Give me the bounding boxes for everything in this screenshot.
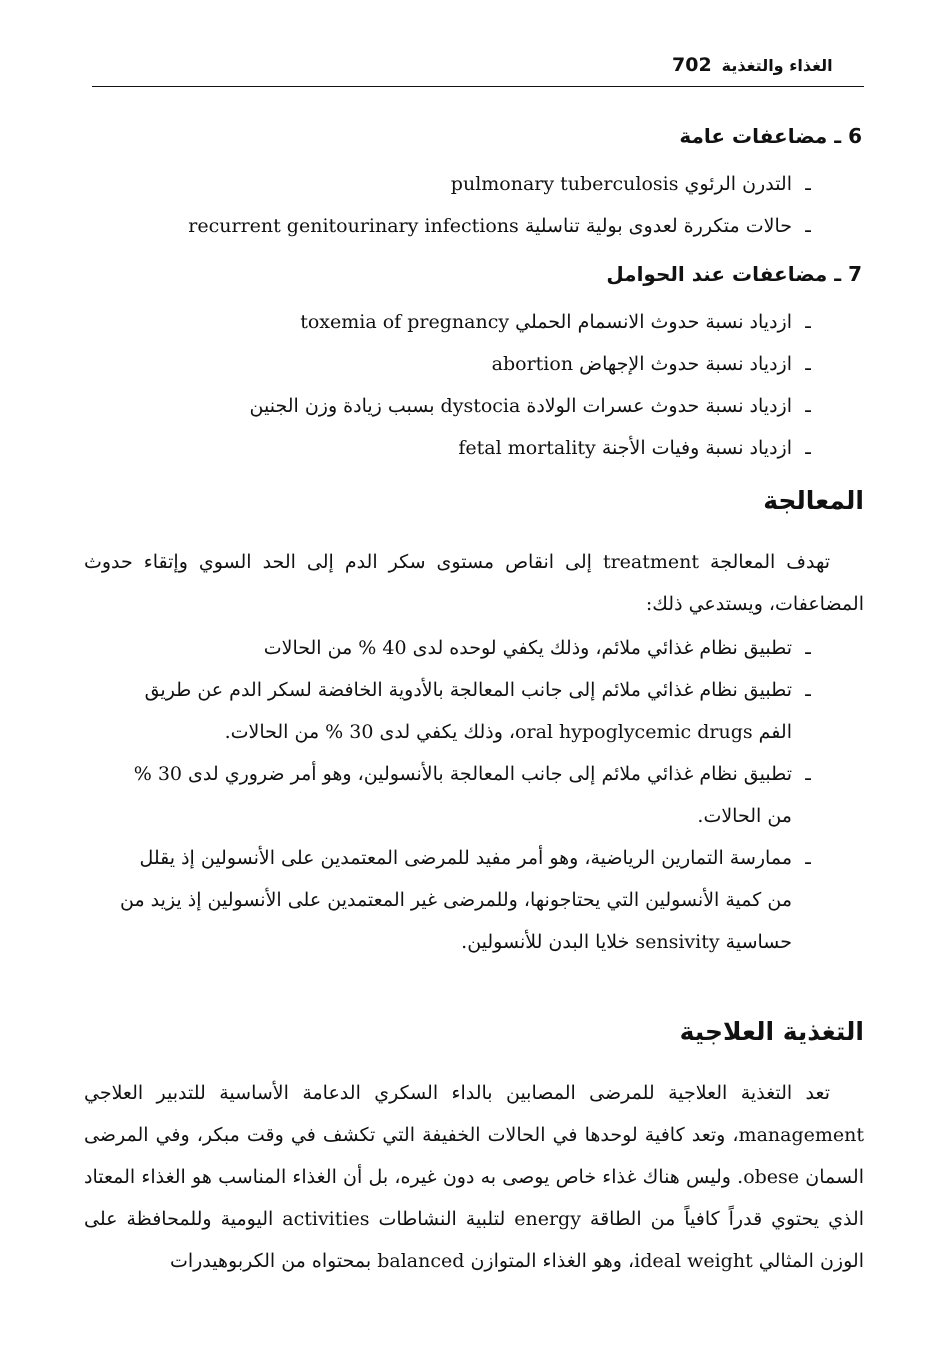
running-title: الغذاء والتغذية — [721, 56, 833, 75]
section-heading-pregnancy-complications: 7 ـ مضاعفات عند الحوامل — [606, 262, 862, 286]
dash-bullet-icon: ـ — [805, 395, 811, 417]
dash-bullet-icon: ـ — [805, 311, 811, 333]
dash-bullet-icon: ـ — [805, 173, 811, 195]
heading-therapeutic-nutrition: التغذية العلاجية — [679, 1017, 864, 1046]
dash-bullet-icon: ـ — [805, 437, 811, 459]
page-number: 702 — [672, 54, 712, 76]
therapeutic-nutrition-paragraph: تعد التغذية العلاجية للمرضى المصابين بالداء السكري الدعامة الأساسية للتدبير العلاجي management، وتعد كافية لوحدها في الحالات الخفيفة التي تكشف في وقت مبكر، وفي المرضى السمان obese. وليس هناك غذاء خاص يوصى به دون غيره، بل أن الغذاء المناسب هو الغذاء المعتاد الذي يحتوي قدراً كافياً من الطاقة energy لتلبية النشاطات activities اليومية وللمحافظة على الوزن المثالي ideal weight، وهو الغذاء المتوازن balanced بمحتواه من الكربوهيدرات — [84, 1082, 864, 1272]
header-rule — [92, 86, 864, 87]
list-item: ـ تطبيق نظام غذائي ملائم إلى جانب المعالجة بالأنسولين، وهو أمر ضروري لدى 30 % من الحالات. — [118, 753, 818, 837]
treatment-list — [118, 627, 818, 963]
pregnancy-complications-list — [118, 301, 818, 469]
treatment-intro: تهدف المعالجة treatment إلى انقاص مستوى سكر الدم إلى الحد السوي وإتقاء حدوث المضاعفات، ويستدعي ذلك: — [84, 551, 864, 615]
list-item: ـ التدرن الرئوي pulmonary tuberculosis — [118, 163, 818, 205]
list-item: ـ تطبيق نظام غذائي ملائم، وذلك يكفي لوحده لدى 40 % من الحالات — [118, 627, 818, 669]
list-item: ـ حالات متكررة لعدوى بولية تناسلية recurrent genitourinary infections — [118, 205, 818, 247]
general-complications-list — [118, 163, 818, 247]
list-item: ـ ازدياد نسبة وفيات الأجنة fetal mortality — [118, 427, 818, 469]
dash-bullet-icon: ـ — [805, 679, 811, 701]
dash-bullet-icon: ـ — [805, 353, 811, 375]
list-item: ـ ممارسة التمارين الرياضية، وهو أمر مفيد للمرضى المعتمدين على الأنسولين إذ يقلل من كمية الأنسولين التي يحتاجونها، وللمرضى غير المعتمدين على الأنسولين إذ يزيد من حساسية sensivity خلايا البدن للأنسولين. — [118, 837, 818, 963]
section-heading-general-complications: 6 ـ مضاعفات عامة — [679, 124, 862, 148]
running-header — [672, 54, 864, 82]
dash-bullet-icon: ـ — [805, 637, 811, 659]
dash-bullet-icon: ـ — [805, 763, 811, 785]
dash-bullet-icon: ـ — [805, 847, 811, 869]
heading-treatment: المعالجة — [763, 486, 864, 515]
list-item: ـ تطبيق نظام غذائي ملائم إلى جانب المعالجة بالأدوية الخافضة لسكر الدم عن طريق الفم oral hypoglycemic drugs، وذلك يكفي لدى 30 % من الحالات. — [118, 669, 818, 753]
list-item: ـ ازدياد نسبة حدوث الانسمام الحملي toxemia of pregnancy — [118, 301, 818, 343]
dash-bullet-icon: ـ — [805, 215, 811, 237]
list-item: ـ ازدياد نسبة حدوث الإجهاض abortion — [118, 343, 818, 385]
list-item: ـ ازدياد نسبة حدوث عسرات الولادة dystocia بسبب زيادة وزن الجنين — [118, 385, 818, 427]
